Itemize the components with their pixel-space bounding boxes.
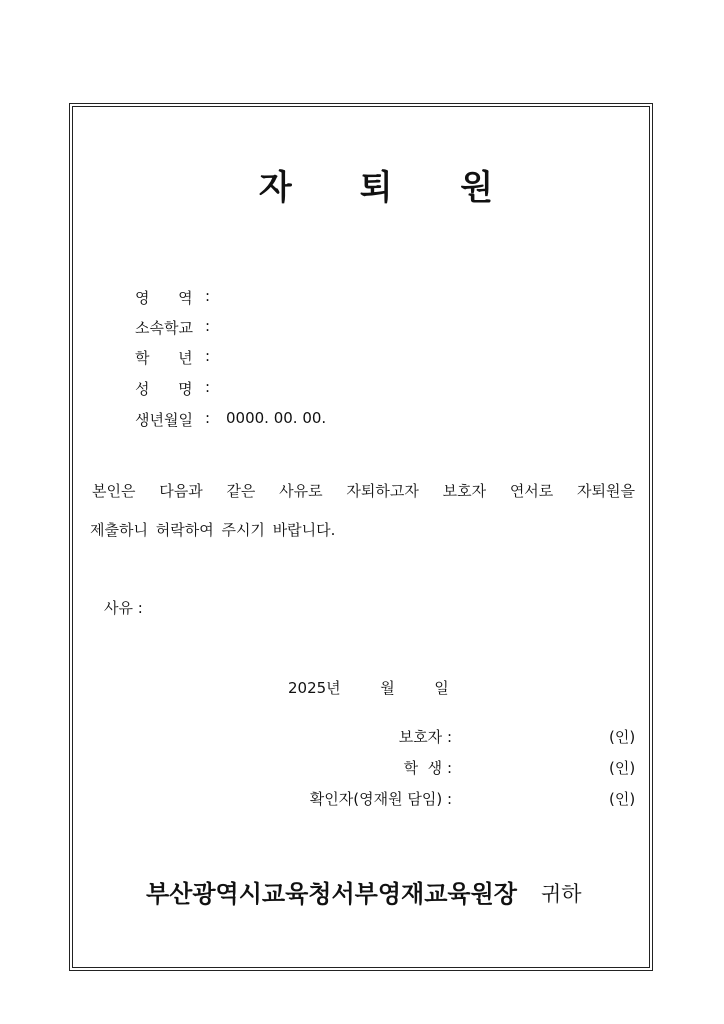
- signature-label-student: 학 생 :: [403, 759, 452, 777]
- reason-label: 사유 :: [104, 599, 143, 617]
- date-year: 2025년: [288, 679, 341, 697]
- field-value-birthdate: 0000. 00. 00.: [226, 409, 327, 427]
- field-colon: :: [205, 347, 211, 365]
- signature-seal-teacher: (인): [609, 790, 636, 808]
- field-colon: :: [205, 317, 211, 335]
- field-label-birthdate: 생년월일: [135, 411, 193, 429]
- date-day: 일: [434, 679, 449, 697]
- field-colon: :: [205, 378, 211, 396]
- field-label-name: 성 명: [135, 380, 193, 398]
- signature-seal-student: (인): [609, 759, 636, 777]
- signature-label-guardian: 보호자 :: [398, 728, 452, 746]
- document-title: 자 퇴 원: [258, 168, 522, 208]
- addressee: 부산광역시교육청서부영재교육원장: [146, 879, 517, 908]
- field-label-grade: 학 년: [135, 349, 193, 367]
- signature-seal-guardian: (인): [609, 728, 636, 746]
- request-paragraph-line2: 제출하니 허락하여 주시기 바랍니다.: [90, 521, 336, 539]
- signature-label-teacher: 확인자(영재원 담임) :: [309, 790, 452, 808]
- date-row: [288, 677, 449, 698]
- field-colon: :: [205, 287, 211, 305]
- field-colon: :: [205, 409, 211, 427]
- request-paragraph-line1: 본인은 다음과 같은 사유로 자퇴하고자 보호자 연서로 자퇴원을: [92, 482, 635, 500]
- addressee-suffix: 귀하: [541, 882, 582, 906]
- date-month: 월: [380, 679, 395, 697]
- field-label-area: 영 역: [135, 289, 193, 307]
- field-label-school: 소속학교: [135, 319, 193, 337]
